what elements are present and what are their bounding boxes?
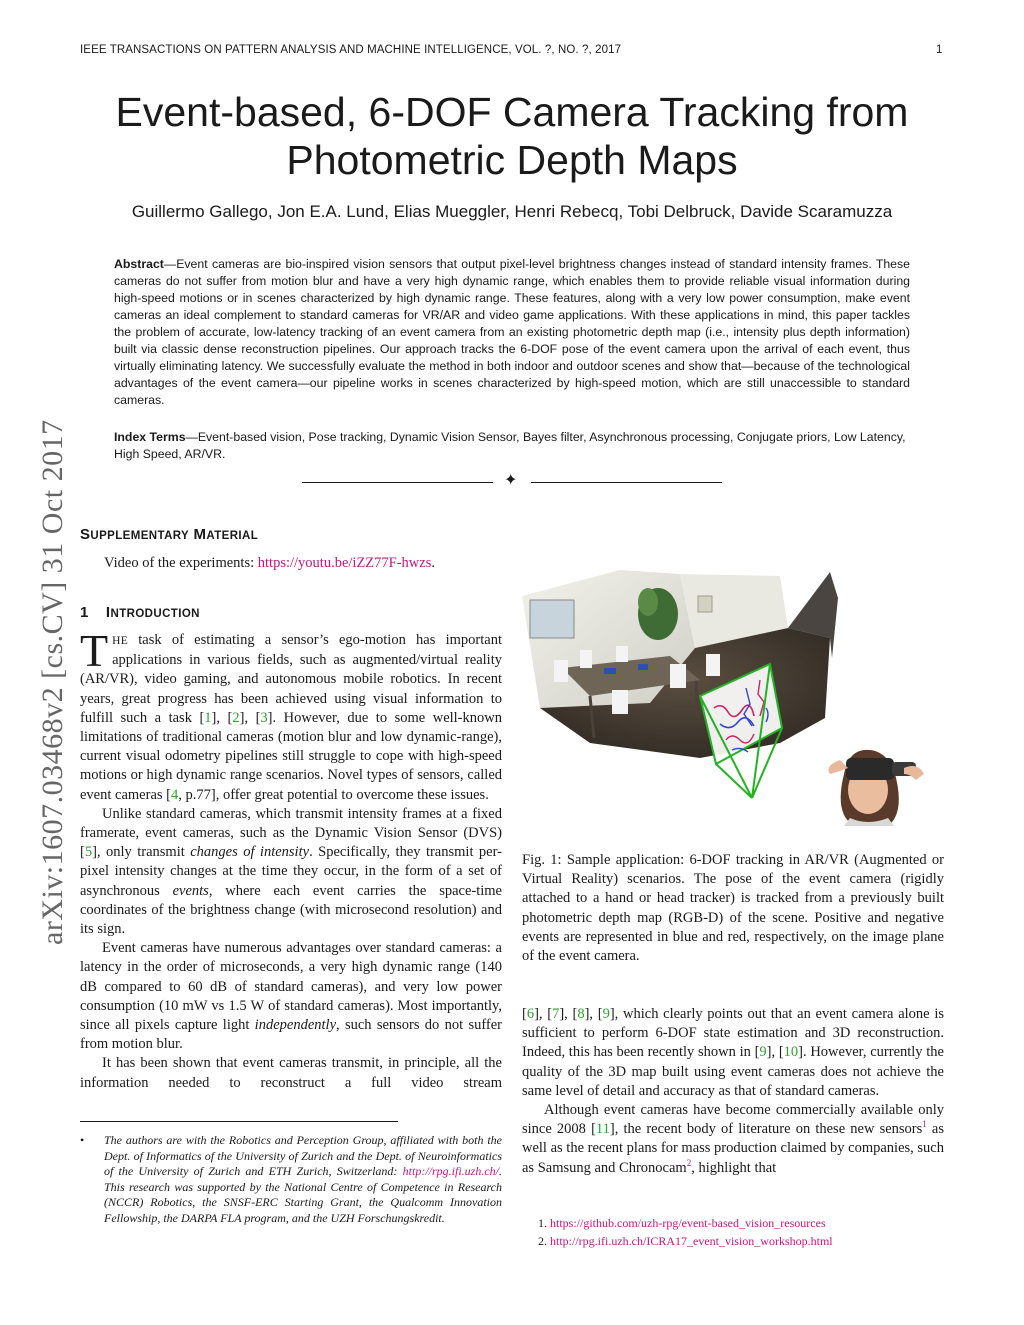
footnote-2: 2. http://rpg.ifi.uzh.ch/ICRA17_event_vision_workshop.html: [538, 1234, 833, 1248]
intro-paragraph-4: It has been shown that event cameras transmit, in principle, all the information needed to reconstruct a full video stream: [80, 1055, 502, 1091]
dropcap: T: [80, 625, 109, 676]
index-terms-text: —Event-based vision, Pose tracking, Dynamic Vision Sensor, Bayes filter, Asynchronous processing, Conjugate priors, Low Latency, High Speed, AR/VR.: [114, 430, 906, 461]
footnote-ref-1[interactable]: 1: [922, 1119, 927, 1130]
index-terms: [114, 429, 910, 463]
chair: [554, 660, 568, 682]
intro-paragraph-2: Unlike standard cameras, which transmit intensity frames at a fixed framerate, event cameras, such as the Dynamic Vision Sensor (DVS) [5], only transmit changes of intensity. Specifically, they transmit per-pixel intensity changes at the time they occur, in the form of a set of asynchronous events, where each event carries the space-time coordinates of the brightness change (with microsecond resolution) and its sign.: [80, 805, 502, 938]
rpg-link[interactable]: http://rpg.ifi.uzh.ch/: [402, 1164, 499, 1178]
abstract-text: —Event cameras are bio-inspired vision sensors that output pixel-level brightness changes instead of standard intensity frames. These cameras do not suffer from motion blur and have a very high dynamic range, which enables them to provide reliable visual information during high-speed motions or in scenes characterized by high dynamic range. These features, along with a very low power consumption, make event cameras an ideal complement to standard cameras for VR/AR and video game applications. With these applications in mind, this paper tackles the problem of accurate, low-latency tracking of an event camera from an existing photometric depth map (i.e., intensity plus depth information) built via classic dense reconstruction pipelines. Our approach tracks the 6-DOF pose of the event camera upon the arrival of each event, thus virtually eliminating latency. We successfully evaluate the method in both indoor and outdoor scenes and show that—because of the technological advantages of the event camera—our pipeline works in scenes characterized by high-speed motion, which are still unaccessible to standard cameras.: [114, 257, 910, 407]
figure-1: [520, 568, 946, 826]
intro-paragraph-1: THE task of estimating a sensor’s ego-motion has important applications in various fields, such as augmented/virtual reality (AR/VR), video gaming, and autonomous mobile robotics. In recent years, great progress has been achieved using visual information to fulfill such a task [1], [2], [3]. However, due to some well-known limitations of traditional cameras (motion blur and low dynamic-range), current visual odometry pipelines still struggle to cope with high-speed motions or high dynamic range scenarios. Novel types of sensors, called event cameras [4, p.77], offer great potential to overcome these issues.: [80, 625, 502, 803]
citation-link[interactable]: 1: [204, 709, 212, 726]
citation-link[interactable]: 2: [232, 709, 240, 726]
chair: [670, 664, 686, 688]
paper-title: [60, 88, 964, 184]
citation-link[interactable]: 9: [759, 1044, 767, 1061]
abstract-label: Abstract: [114, 257, 164, 271]
arxiv-stamp: arXiv:1607.03468v2 [cs.CV] 31 Oct 2017: [36, 419, 69, 945]
supplementary-text: Video of the experiments: https://youtu.be/iZZ77F-hwzs.: [104, 555, 435, 571]
citation-link[interactable]: 10: [783, 1044, 799, 1061]
separator-diamond-icon: ✦: [504, 472, 518, 489]
vr-user-photo: [812, 748, 942, 826]
abstract: [114, 256, 910, 409]
author-footnote: • The authors are with the Robotics and Perception Group, affiliated with both the Dept. of Informatics of the University of Zurich and the Dept. of Neuroinformatics of the University of Zurich and ETH Zurich, Switzerland: http://rpg.ifi.uzh.ch/. This research was supported by the National Centre of Competence in Research (NCCR) Robotics, the SNSF-ERC Starting Grant, the Qualcomm Innovation Fellowship, the DARPA FLA program, and the UZH Forschungskredit.: [80, 1133, 502, 1225]
title-line-1: Event-based, 6-DOF Camera Tracking from: [115, 89, 909, 135]
figure-1-caption: Fig. 1: Sample application: 6-DOF tracking in AR/VR (Augmented or Virtual Reality) scenarios. The pose of the event camera (rigidly attached to a hand or head tracker) is tracked from a previously built photometric depth map (RGB-D) of the scene. Positive and negative events are represented in blue and red, respectively, on the image plane of the event camera.: [522, 852, 944, 965]
intro-paragraph-3: Event cameras have numerous advantages over standard cameras: a latency in the order of microseconds, a very high dynamic range (140 dB compared to 60 dB of standard cameras), and very low power consumption (10 mW vs 1.5 W of standard cameras). Most importantly, since all pixels capture light independently, such sensors do not suffer from motion blur.: [80, 940, 502, 1053]
author-list: Guillermo Gallego, Jon E.A. Lund, Elias Mueggler, Henri Rebecq, Tobi Delbruck, Davide Scaramuzza: [131, 202, 893, 221]
running-header: IEEE TRANSACTIONS ON PATTERN ANALYSIS AND MACHINE INTELLIGENCE, VOL. ?, NO. ?, 2017: [80, 44, 622, 56]
table-leg: [696, 681, 698, 718]
right-paragraph-2: Although event cameras have become commercially available only since 2008 [11], the recent body of literature on these new sensors$^1$ as well as the recent plans for mass production claimed by companies, such as Samsung and Chronocam$^2$, highlight that: [522, 1102, 944, 1176]
supplementary-heading: SUPPLEMENTARY MATERIAL: [80, 526, 259, 543]
table-object: [604, 668, 616, 674]
chair: [616, 646, 628, 662]
chair: [706, 654, 720, 676]
window: [530, 600, 574, 638]
citation-link[interactable]: 4: [170, 786, 179, 803]
chair: [580, 650, 592, 668]
footnote-1-link[interactable]: https://github.com/uzh-rpg/event-based_vision_resources: [550, 1216, 826, 1230]
introduction-heading: 1 INTRODUCTION: [80, 604, 200, 621]
footnote-ref-2[interactable]: 2: [686, 1157, 692, 1168]
citation-link[interactable]: 8: [577, 1006, 585, 1022]
table-object: [638, 664, 648, 670]
bullet-icon: •: [80, 1133, 85, 1147]
chair: [612, 690, 628, 714]
citation-link[interactable]: 7: [552, 1006, 560, 1022]
citation-link[interactable]: 6: [526, 1006, 535, 1022]
citation-link[interactable]: 11: [595, 1121, 610, 1138]
citation-link[interactable]: 9: [602, 1006, 610, 1022]
plant-leaves: [638, 588, 658, 616]
separator-rule-left: [302, 482, 493, 483]
right-paragraph-1: [6], [7], [8], [9], which clearly points out that an event camera alone is sufficient to perform 6-DOF state estimation and 3D reconstruction. Indeed, this has been recently shown in [9], [10]. However, currently the quality of the 3D map built using event cameras does not achieve the same level of detail and accuracy as that of standard cameras.: [522, 1006, 944, 1099]
citation-link[interactable]: 5: [84, 844, 93, 861]
separator-rule-right: [531, 482, 722, 483]
index-terms-label: Index Terms: [114, 430, 186, 444]
figure-1-illustration: [520, 568, 946, 826]
title-line-2: Photometric Depth Maps: [286, 137, 738, 183]
page-number: 1: [936, 44, 943, 56]
footnote-2-link[interactable]: http://rpg.ifi.uzh.ch/ICRA17_event_vision_workshop.html: [550, 1234, 833, 1248]
footnote-1: 1. https://github.com/uzh-rpg/event-based_vision_resources: [538, 1216, 826, 1230]
citation-link[interactable]: 3: [260, 709, 268, 726]
wall-poster: [698, 596, 712, 612]
right-column-body: [522, 1005, 944, 1178]
footnote-rule: [80, 1121, 398, 1122]
introduction-body: [80, 625, 502, 1093]
video-link[interactable]: https://youtu.be/iZZ77F-hwzs: [257, 555, 432, 571]
vr-headset: [846, 758, 894, 780]
